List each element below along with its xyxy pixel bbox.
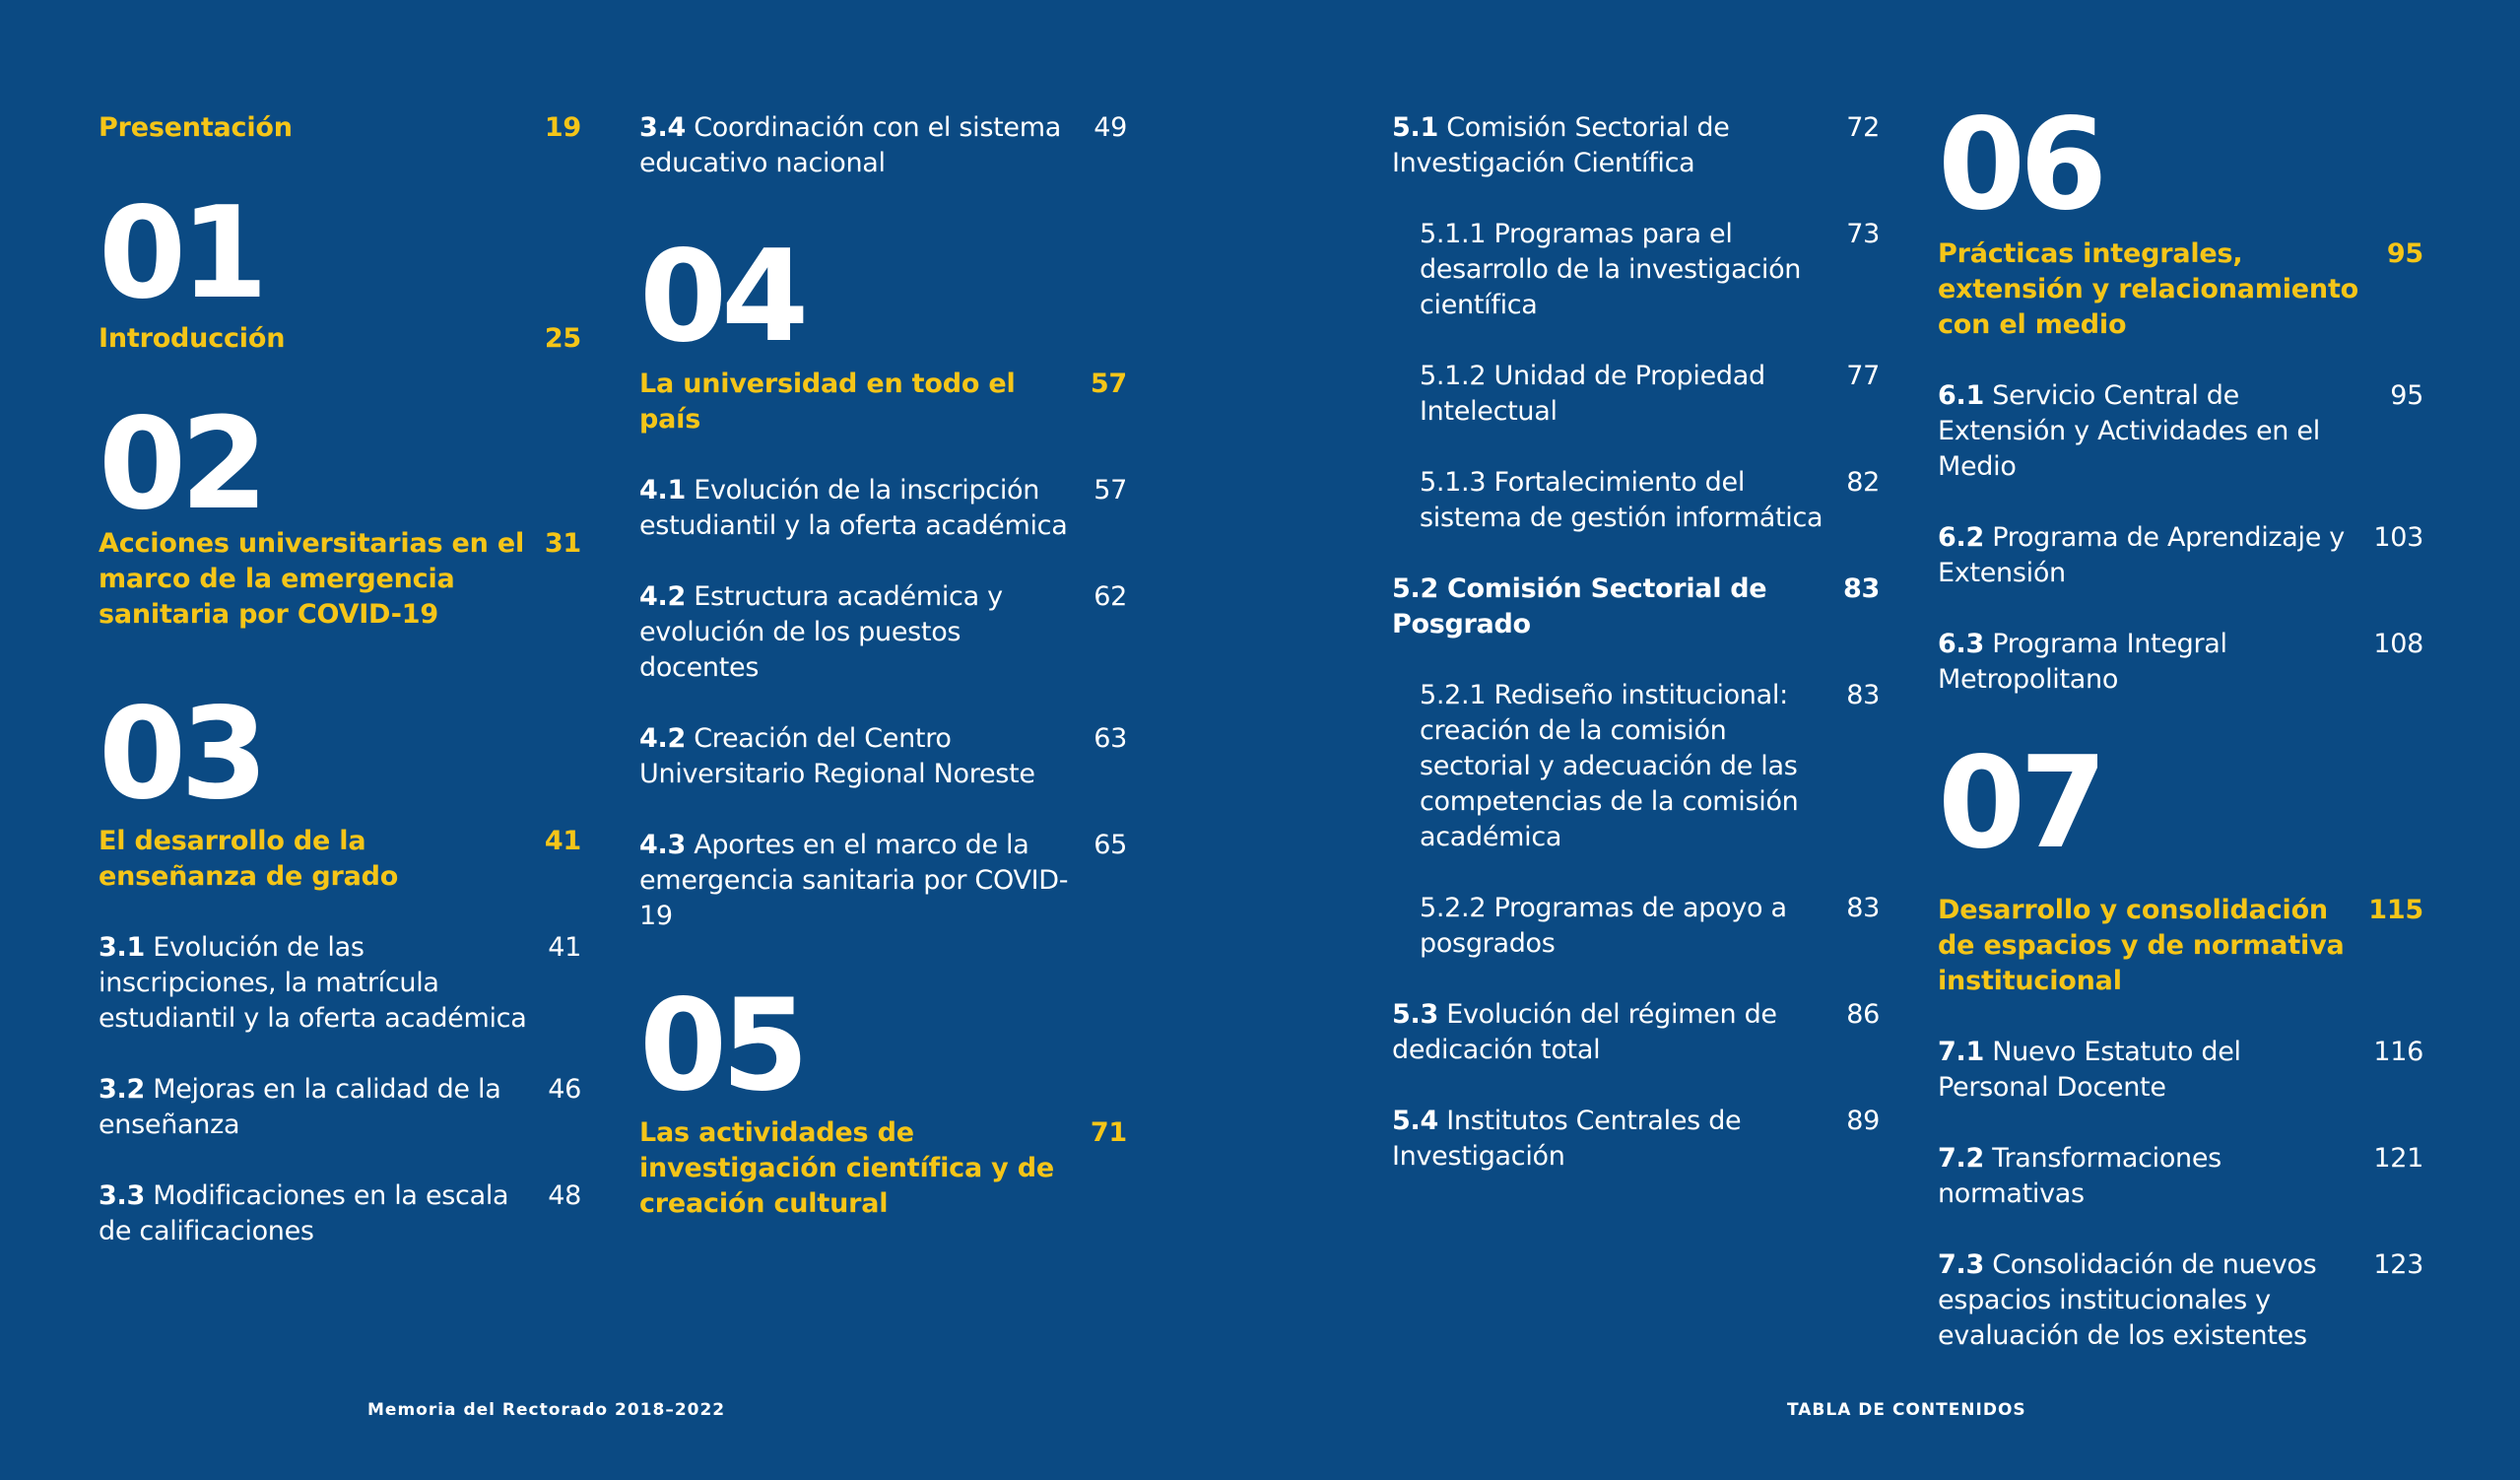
page-number: 83: [1846, 680, 1880, 710]
toc-item[interactable]: [1392, 572, 1880, 642]
page-number: 48: [548, 1180, 581, 1211]
section-title: Las actividades de investigación científica y de creación cultural: [639, 1117, 1055, 1219]
toc-subitem[interactable]: [1392, 359, 1880, 430]
page-number: 41: [544, 826, 581, 856]
toc-item[interactable]: [1938, 1035, 2423, 1106]
item-title: 5.2.1 Rediseño institucional: creación de la comisión sectorial y adecuación de las competencias de la comisión académica: [1420, 680, 1799, 852]
toc-item[interactable]: [1938, 520, 2423, 591]
page-number: 31: [544, 528, 581, 559]
toc-section-02[interactable]: [99, 526, 581, 633]
item-title: Estructura académica y evolución de los puestos docentes: [639, 581, 1003, 683]
page-number: 57: [1090, 369, 1127, 399]
item-number: 3.3: [99, 1180, 145, 1211]
item-number: 7.3: [1938, 1249, 1984, 1280]
page-number: 121: [2373, 1143, 2423, 1174]
toc-column-4: [1938, 92, 2423, 1354]
item-title: Mejoras en la calidad de la enseñanza: [99, 1074, 501, 1140]
item-number: 4.2: [639, 723, 686, 754]
item-number: 7.2: [1938, 1143, 1984, 1174]
page-number: 63: [1094, 723, 1127, 754]
chapter-number-01: 01: [99, 180, 263, 327]
toc-column-1: [99, 110, 581, 1249]
page-number: 103: [2373, 522, 2423, 553]
item-number: 7.1: [1938, 1037, 1984, 1067]
footer-section-title: TABLA DE CONTENIDOS: [1787, 1400, 2026, 1420]
toc-section-05[interactable]: [639, 1115, 1127, 1222]
section-title: La universidad en todo el país: [639, 369, 1016, 435]
page-number: 108: [2373, 629, 2423, 659]
toc-subitem[interactable]: [1392, 465, 1880, 536]
section-title: El desarrollo de la enseñanza de grado: [99, 826, 399, 892]
section-title: Acciones universitarias en el marco de la emergencia sanitaria por COVID-19: [99, 528, 525, 630]
item-title: Comisión Sectorial de Investigación Científica: [1392, 112, 1730, 178]
toc-item[interactable]: [1938, 627, 2423, 698]
item-number: 6.1: [1938, 380, 1984, 411]
page-number: 46: [548, 1074, 581, 1105]
page-number: 71: [1090, 1117, 1127, 1148]
toc-item[interactable]: [639, 110, 1127, 181]
item-title: 5.1.3 Fortalecimiento del sistema de gestión informática: [1420, 467, 1824, 533]
page-number: 123: [2373, 1249, 2423, 1280]
item-title: Programa de Aprendizaje y Extensión: [1938, 522, 2345, 588]
page-number: 89: [1846, 1106, 1880, 1136]
toc-subitem[interactable]: [1392, 891, 1880, 962]
toc-section-01[interactable]: [99, 321, 581, 357]
item-title: Transformaciones normativas: [1938, 1143, 2222, 1209]
page-number: 95: [2390, 380, 2423, 411]
item-title: 5.2 Comisión Sectorial de Posgrado: [1392, 573, 1767, 639]
page-number: 115: [2368, 895, 2423, 925]
page-number: 19: [544, 112, 581, 143]
chapter-number-07: 07: [1938, 730, 2102, 877]
item-title: 5.1.1 Programas para el desarrollo de la investigación científica: [1420, 219, 1802, 320]
toc-item[interactable]: [1392, 1104, 1880, 1175]
toc-section-03[interactable]: [99, 824, 581, 895]
page-number: 116: [2373, 1037, 2423, 1067]
item-title: Evolución de la inscripción estudiantil y la oferta académica: [639, 475, 1068, 541]
toc-column-3: [1392, 110, 1880, 1175]
page-number: 72: [1846, 112, 1880, 143]
toc-item[interactable]: [1392, 110, 1880, 181]
page-number: 77: [1846, 361, 1880, 391]
chapter-number-03: 03: [99, 681, 263, 828]
toc-column-2: [639, 110, 1127, 1222]
item-title: 5.2.2 Programas de apoyo a posgrados: [1420, 893, 1787, 959]
item-title: Evolución de las inscripciones, la matrícula estudiantil y la oferta académica: [99, 932, 527, 1034]
page-number: 95: [2386, 238, 2423, 269]
page-number: 65: [1094, 830, 1127, 860]
page-number: 83: [1846, 893, 1880, 923]
item-number: 3.1: [99, 932, 145, 963]
toc-item[interactable]: [1938, 1247, 2423, 1354]
item-title: Creación del Centro Universitario Regional Noreste: [639, 723, 1035, 789]
item-title: Modificaciones en la escala de calificaciones: [99, 1180, 509, 1246]
toc-item[interactable]: [639, 473, 1127, 544]
item-number: 4.1: [639, 475, 686, 505]
item-number: 6.2: [1938, 522, 1984, 553]
footer-publication-title: Memoria del Rectorado 2018–2022: [367, 1400, 726, 1420]
toc-item[interactable]: [1392, 997, 1880, 1068]
section-title: Presentación: [99, 112, 293, 143]
item-title: Consolidación de nuevos espacios institucionales y evaluación de los existentes: [1938, 1249, 2317, 1351]
toc-item[interactable]: [99, 1072, 581, 1143]
item-number: 3.2: [99, 1074, 145, 1105]
item-title: Evolución del régimen de dedicación total: [1392, 999, 1777, 1065]
item-number: 5.1: [1392, 112, 1438, 143]
page-number: 57: [1094, 475, 1127, 505]
toc-subitem[interactable]: [1392, 217, 1880, 323]
item-number: 4.2: [639, 581, 686, 612]
section-title: Introducción: [99, 323, 286, 354]
page-number: 82: [1846, 467, 1880, 498]
toc-item[interactable]: [99, 930, 581, 1037]
page-number: 25: [544, 323, 581, 354]
toc-subitem[interactable]: [1392, 678, 1880, 855]
toc-item[interactable]: [639, 721, 1127, 792]
toc-section-presentacion[interactable]: [99, 110, 581, 146]
toc-section-06[interactable]: [1938, 236, 2423, 343]
item-number: 4.3: [639, 830, 686, 860]
toc-section-07[interactable]: [1938, 893, 2423, 999]
toc-item[interactable]: [639, 828, 1127, 934]
page-number: 49: [1094, 112, 1127, 143]
item-title: Coordinación con el sistema educativo nacional: [639, 112, 1061, 178]
page-number: 41: [548, 932, 581, 963]
page-number: 83: [1843, 573, 1880, 604]
item-number: 6.3: [1938, 629, 1984, 659]
chapter-number-05: 05: [639, 973, 804, 1119]
item-number: 5.4: [1392, 1106, 1438, 1136]
item-title: Aportes en el marco de la emergencia sanitaria por COVID-19: [639, 830, 1069, 931]
item-title: Institutos Centrales de Investigación: [1392, 1106, 1742, 1172]
item-title: Servicio Central de Extensión y Actividades en el Medio: [1938, 380, 2320, 482]
toc-item[interactable]: [1938, 378, 2423, 485]
chapter-number-04: 04: [639, 224, 804, 370]
toc-section-04[interactable]: [639, 367, 1127, 437]
page-number: 62: [1094, 581, 1127, 612]
item-title: Programa Integral Metropolitano: [1938, 629, 2227, 695]
chapter-number-02: 02: [99, 391, 263, 538]
page-number: 86: [1846, 999, 1880, 1030]
toc-item[interactable]: [1938, 1141, 2423, 1212]
item-number: 5.3: [1392, 999, 1438, 1030]
item-title: 5.1.2 Unidad de Propiedad Intelectual: [1420, 361, 1765, 427]
toc-item[interactable]: [639, 579, 1127, 686]
chapter-number-06: 06: [1938, 92, 2102, 238]
page-number: 73: [1846, 219, 1880, 249]
section-title: Prácticas integrales, extensión y relacionamiento con el medio: [1938, 238, 2358, 340]
section-title: Desarrollo y consolidación de espacios y de normativa institucional: [1938, 895, 2345, 996]
item-title: Nuevo Estatuto del Personal Docente: [1938, 1037, 2241, 1103]
toc-item[interactable]: [99, 1178, 581, 1249]
item-number: 3.4: [639, 112, 686, 143]
